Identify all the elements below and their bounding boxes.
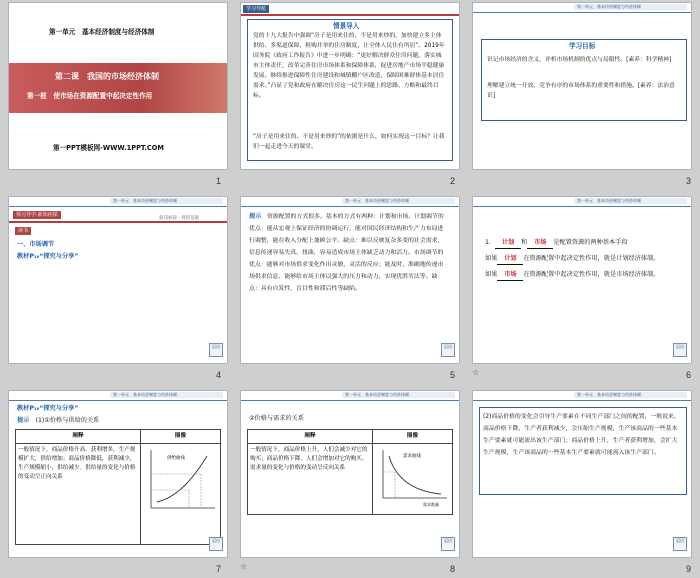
section-badge: 新知初探 · 理清基础: [159, 216, 200, 221]
hint-sub: (1)①价格与供给的关系: [35, 417, 100, 424]
slide-number-1: 1: [216, 176, 222, 186]
return-icon[interactable]: 返回: [209, 343, 223, 357]
graph-cell: [141, 444, 221, 545]
intro-body: 党的十九大报告中强调“房子是用来住的、不是用来炒的，加快建立多主体供给、多渠道保障、租购并举的住房制度，让全体人民住有所居”。2019年国务院《政府工作报告》中进一步明确：“更好解决群众住房问题。落实城市主体责任，改革完善住房市场体系和保障体系，促进房地产市场平稳健康发展。继续推进保障性住房建设和城镇棚户区改造，保障困难群体基本居住需求。”凸显了党和政府在解决住房这一民生问题上的思路、方略和最终目标。: [253, 33, 445, 99]
slide-number-4: 4: [216, 370, 222, 380]
nav-tag: 学习导航: [243, 5, 269, 13]
blank-3: 计划: [497, 253, 523, 265]
explain-body: (2)商品价格的变化会引导生产要素在不同生产部门之间的配置，一般说来，商品价格下降，生产者获利减少，会压缩生产规模，生产该商品的一些基本生产要素就可能流出该生产部门；商品价格上升，生产者获利增加，会扩大生产规模，生产该商品的一些基本生产要素就可能流入该生产部门。: [483, 414, 680, 456]
return-icon[interactable]: 返回: [441, 537, 455, 551]
graph-cell: [373, 444, 453, 515]
graph-label: 需求曲线: [403, 454, 421, 459]
slide-thumb-9[interactable]: [472, 390, 692, 558]
reading-tag: 读书: [15, 227, 31, 235]
slide-thumb-5[interactable]: [240, 196, 460, 364]
return-icon[interactable]: 返回: [209, 537, 223, 551]
col-explain: 阐释: [16, 430, 141, 444]
favorite-icon[interactable]: ☆: [472, 368, 480, 377]
graph-label: 供给曲线: [167, 456, 185, 461]
blank-2: 市场: [527, 237, 553, 249]
goal-1: 识记市场经济的含义，评析市场机制的优点与局限性。[素养：科学精神]: [487, 57, 672, 63]
slide-number-2: 2: [450, 176, 456, 186]
header-bar: 第一单元 基本经济制度与经济体制: [342, 392, 455, 398]
demand-table: [247, 429, 453, 515]
hint-label: 提示: [249, 213, 262, 220]
col-graph: 图像: [141, 430, 221, 444]
supply-table: [15, 429, 221, 545]
demand-subtitle: ②价格与需求的关系: [249, 415, 305, 422]
slide-number-3: 3: [686, 176, 692, 186]
blank-4: 市场: [497, 269, 523, 281]
return-icon[interactable]: 返回: [673, 343, 687, 357]
footer-watermark: 第一PPT模板网-WWW.1PPT.COM: [53, 144, 164, 152]
favorite-icon[interactable]: ☆: [240, 562, 248, 571]
header-bar: 第一单元 基本经济制度与经济体制: [574, 392, 687, 398]
header-bar: 第一单元 基本经济制度与经济体制: [574, 4, 687, 10]
col-graph: 图像: [373, 430, 453, 444]
fill-line-3: 如果 市场 在资源配置中起决定性作用，就是市场经济体制。: [485, 269, 685, 281]
header-bar: 第一单元 基本经济制度与经济体制: [110, 392, 223, 398]
header-bar: 第一单元 基本经济制度与经济体制: [110, 198, 223, 204]
section-title: 第一框 使市场在资源配置中起决定性作用: [27, 92, 153, 100]
axis-x-label: 需求数量: [423, 502, 439, 507]
lesson-title: 第二课 我国的市场经济体制: [55, 72, 159, 81]
slide-number-7: 7: [216, 564, 222, 574]
slide-thumb-3[interactable]: [472, 2, 692, 170]
return-icon[interactable]: 返回: [673, 537, 687, 551]
slide-thumb-6[interactable]: [472, 196, 692, 364]
goals-heading: 学习目标: [569, 42, 596, 50]
slide-number-8: 8: [450, 564, 456, 574]
hint-body: 资源配置的方式很多。基本的方式有两种：计划和市场。计划调节的优点：能从宏观上保证经济的协调运行，能对国民经济结构和生产力布局进行调整，能在收入分配上兼顾公平。缺点：难以反映复杂多变的社会需求，信息传递容易失真、扭曲，容易造成市场主体缺乏动力和活力。市场调节的优点：能够对市场供求变化作出灵敏、灵活的反应；能及时、准确地传递市场供求信息，能够给市场主体以强大的压力和动力，实现优胜劣汰等。缺点：具有自发性、盲目性和滞后性等缺陷。: [249, 214, 444, 292]
return-icon[interactable]: 返回: [441, 343, 455, 357]
hint-label: 提示: [17, 417, 30, 424]
intro-question: “房子是用来住的、不是用来炒的”的依据是什么，如何实现这一目标？让我们一起走进今天的课堂。: [253, 134, 445, 150]
header-bar: 第一单元 基本经济制度与经济体制: [574, 198, 687, 204]
slide-thumb-8[interactable]: [240, 390, 460, 558]
preview-tag: 预习导学·新知初探: [13, 211, 61, 219]
hint-line: [17, 415, 99, 426]
textbook-ref: 教材P₁₆“探究与分享”: [17, 405, 79, 412]
fill-line-1: 1． 计划 和 市场 是配置资源的两种基本手段: [485, 237, 685, 249]
explain-cell: 一般情况下，商品价格上升，人们会减少对它的购买；商品价格下降，人们会增加对它的购买。需求量的变化与价格的变动呈反向关系: [248, 444, 373, 515]
blank-1: 计划: [495, 237, 521, 249]
header-bar: 第一单元 基本经济制度与经济体制: [342, 198, 455, 204]
slide-thumb-1[interactable]: [8, 2, 228, 170]
slide-number-6: 6: [686, 370, 692, 380]
unit-title: 第一单元 基本经济制度与经济体制: [49, 28, 155, 36]
slide-thumb-7[interactable]: [8, 390, 228, 558]
slide-thumb-2[interactable]: [240, 2, 460, 170]
explain-cell: 一般情况下，商品价格升高，获利增多，生产规模扩大，供给增加；商品价格降低，获利减少，生产规模缩小，供给减少。供给量的变化与价格的变动呈正向关系: [16, 444, 141, 545]
goal-2: 理解建立统一开放、竞争有序的市场体系的重要性和措施。[素养：法治意识]: [487, 83, 675, 99]
col-explain: 阐释: [248, 430, 373, 444]
fill-line-2: 如果 计划 在资源配置中起决定性作用，就是计划经济体制。: [485, 253, 685, 265]
intro-heading: 情景导入: [333, 22, 360, 30]
topic-heading: 一、市场调节: [17, 241, 55, 248]
slide-number-5: 5: [450, 370, 456, 380]
textbook-ref: 教材P₁₆“探究与分享”: [17, 253, 79, 260]
title-underline: [241, 14, 459, 16]
slide-thumb-4[interactable]: [8, 196, 228, 364]
slide-number-9: 9: [686, 564, 692, 574]
